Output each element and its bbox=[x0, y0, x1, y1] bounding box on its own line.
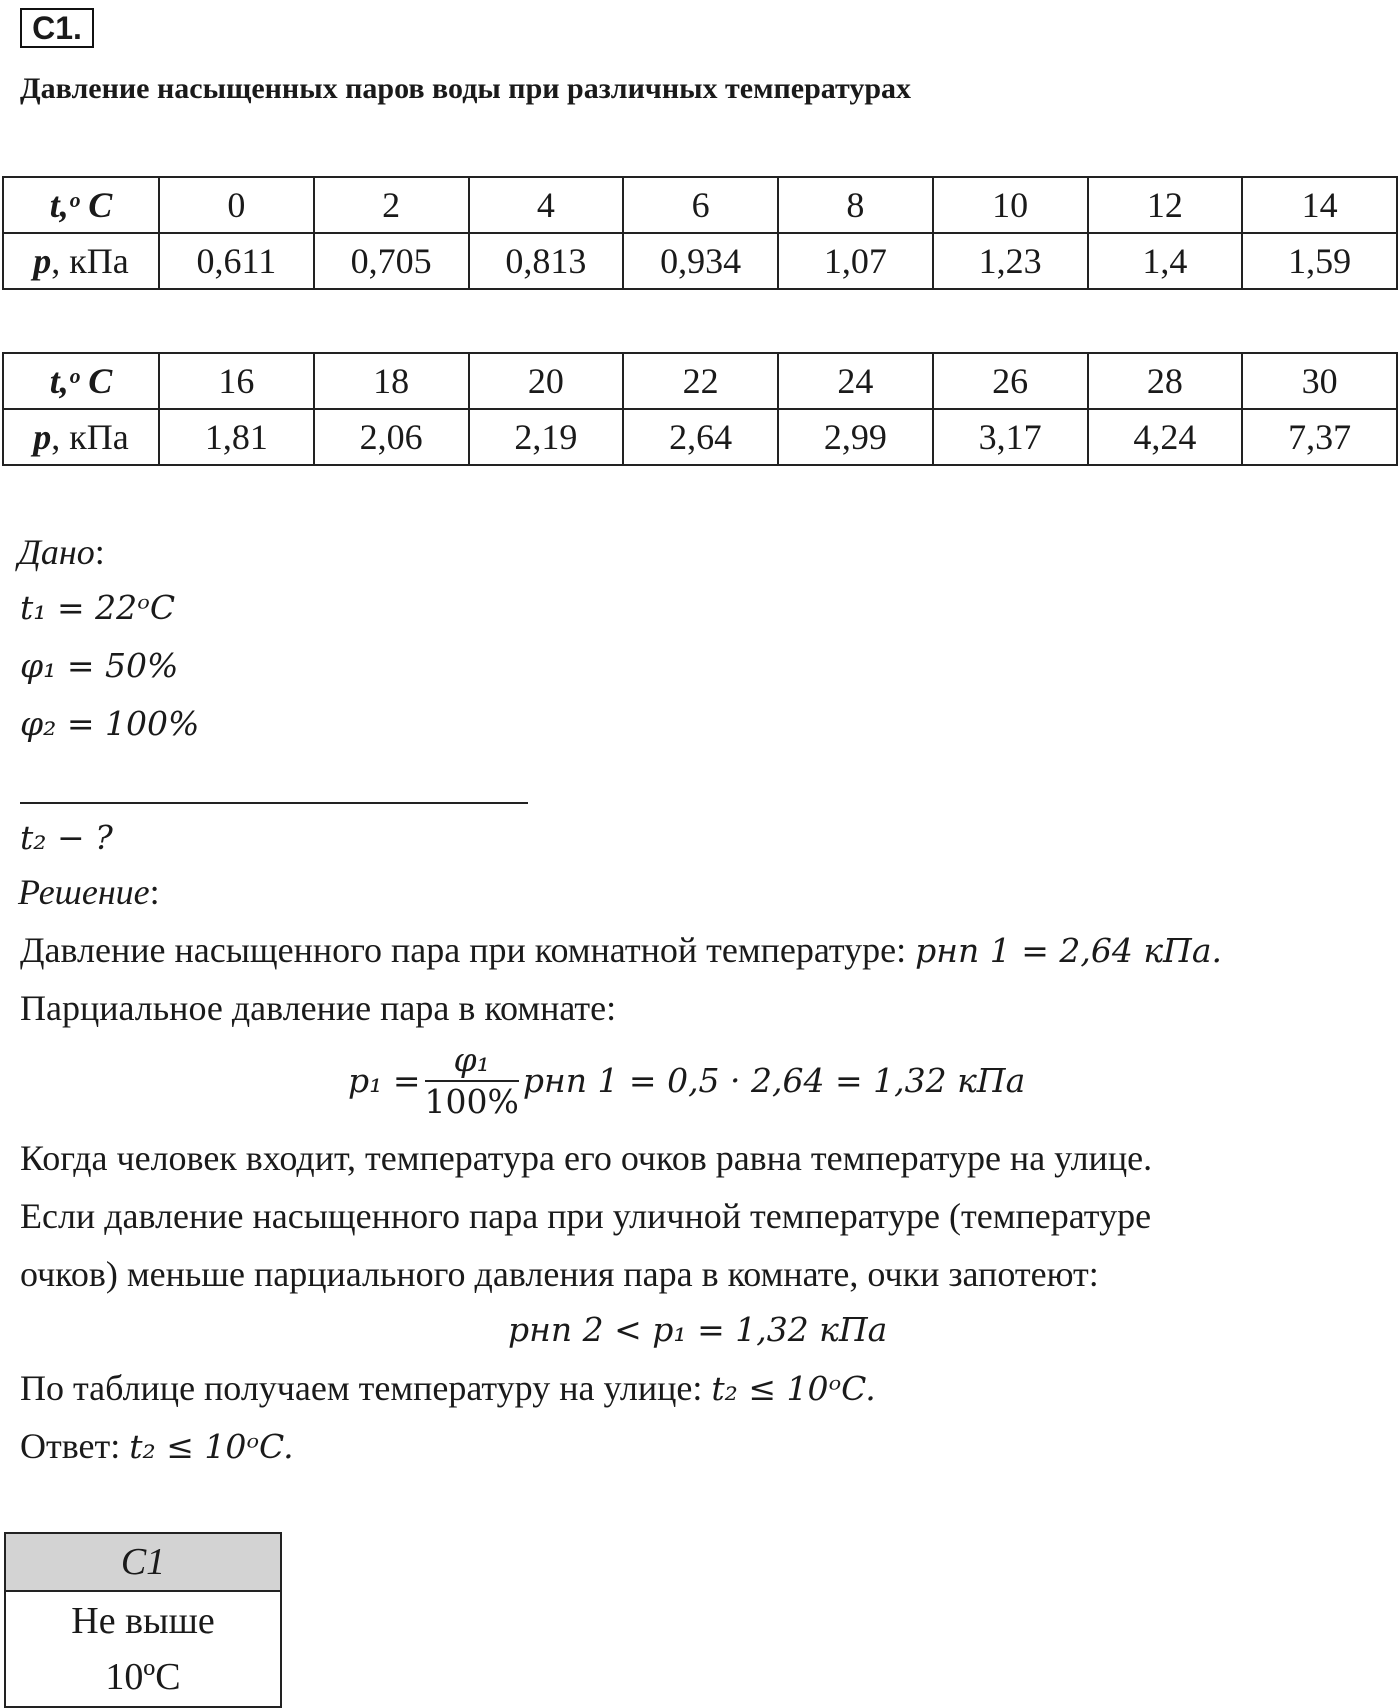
table-cell: 0,705 bbox=[314, 233, 469, 289]
formula-partial-pressure: p₁ = $\frac{\text{φ₁}}{100\%}$ pнп 1 = 0,5 · 2,64 = 1,32 кПа bbox=[348, 1040, 1026, 1121]
find-unknown: t₂ − ? bbox=[20, 818, 113, 857]
temperature-header: t,ᵒ C bbox=[3, 353, 159, 409]
solution-line-4: Если давление насыщенного пара при уличной температуре (температуре bbox=[20, 1196, 1152, 1236]
table-cell: 18 bbox=[314, 353, 469, 409]
table-cell: 1,59 bbox=[1242, 233, 1397, 289]
table-cell: 0,611 bbox=[159, 233, 314, 289]
table-cell: 0 bbox=[159, 177, 314, 233]
table-cell: 1,81 bbox=[159, 409, 314, 465]
table-cell: 1,07 bbox=[778, 233, 933, 289]
given-phi1: φ₁ = 50% bbox=[20, 646, 179, 685]
page-title: Давление насыщенных паров воды при различных температурах bbox=[20, 72, 912, 105]
table-cell: 28 bbox=[1088, 353, 1243, 409]
fraction: $\frac{\text{φ₁}}{100\%}$ bbox=[424, 1040, 519, 1121]
table-cell: 6 bbox=[623, 177, 778, 233]
pressure-table-1 bbox=[2, 176, 1398, 290]
solution-line-6: По таблице получаем температуру на улице: t₂ ≤ 10ᵒC. bbox=[20, 1368, 876, 1408]
answer-box bbox=[4, 1532, 282, 1708]
table-cell: 2,64 bbox=[623, 409, 778, 465]
table-row-temperature bbox=[3, 353, 1397, 409]
table-cell: 2 bbox=[314, 177, 469, 233]
solution-line-3: Когда человек входит, температура его очков равна температуре на улице. bbox=[20, 1138, 1153, 1178]
given-phi2: φ₂ = 100% bbox=[20, 704, 200, 743]
table-cell: 24 bbox=[778, 353, 933, 409]
table-cell: 20 bbox=[469, 353, 624, 409]
pressure-header: p, кПа bbox=[3, 409, 159, 465]
table-cell: 7,37 bbox=[1242, 409, 1397, 465]
table-cell: 4 bbox=[469, 177, 624, 233]
table-cell: 30 bbox=[1242, 353, 1397, 409]
table-cell: 10 bbox=[933, 177, 1088, 233]
table-cell: 12 bbox=[1088, 177, 1243, 233]
pressure-header: p, кПа bbox=[3, 233, 159, 289]
table-cell: 0,813 bbox=[469, 233, 624, 289]
table-cell: 26 bbox=[933, 353, 1088, 409]
table-cell: 2,19 bbox=[469, 409, 624, 465]
table-row-pressure bbox=[3, 233, 1397, 289]
table-cell: 8 bbox=[778, 177, 933, 233]
answer-box-line-1: Не выше bbox=[71, 1600, 215, 1642]
pressure-table-2 bbox=[2, 352, 1398, 466]
table-cell: 4,24 bbox=[1088, 409, 1243, 465]
solution-heading: Решение: bbox=[18, 872, 160, 912]
table-row-temperature bbox=[3, 177, 1397, 233]
answer-line: Ответ: t₂ ≤ 10ᵒC. bbox=[20, 1426, 294, 1466]
answer-box-line-2: 10ºС bbox=[105, 1656, 181, 1698]
table-cell: 3,17 bbox=[933, 409, 1088, 465]
table-cell: 2,99 bbox=[778, 409, 933, 465]
given-label: Дано bbox=[18, 532, 95, 572]
table-row-pressure bbox=[3, 409, 1397, 465]
temperature-header: t,ᵒ C bbox=[3, 177, 159, 233]
solution-label: Решение bbox=[18, 872, 150, 912]
solution-line-2: Парциальное давление пара в комнате: bbox=[20, 988, 617, 1028]
formula-condition: pнп 2 < p₁ = 1,32 кПа bbox=[508, 1310, 888, 1349]
answer-box-body bbox=[5, 1591, 281, 1707]
table-cell: 1,23 bbox=[933, 233, 1088, 289]
task-label: C1. bbox=[20, 8, 94, 48]
table-cell: 22 bbox=[623, 353, 778, 409]
table-cell: 2,06 bbox=[314, 409, 469, 465]
solution-line-1: Давление насыщенного пара при комнатной температуре: pнп 1 = 2,64 кПа. bbox=[20, 930, 1222, 970]
table-cell: 0,934 bbox=[623, 233, 778, 289]
table-cell: 14 bbox=[1242, 177, 1397, 233]
answer-box-header: C1 bbox=[5, 1533, 281, 1591]
given-t1: t₁ = 22ᵒC bbox=[20, 588, 176, 627]
divider bbox=[20, 802, 528, 804]
table-cell: 1,4 bbox=[1088, 233, 1243, 289]
table-cell: 16 bbox=[159, 353, 314, 409]
solution-line-5: очков) меньше парциального давления пара в комнате, очки запотеют: bbox=[20, 1254, 1099, 1294]
given-section: Дано: bbox=[18, 532, 105, 572]
